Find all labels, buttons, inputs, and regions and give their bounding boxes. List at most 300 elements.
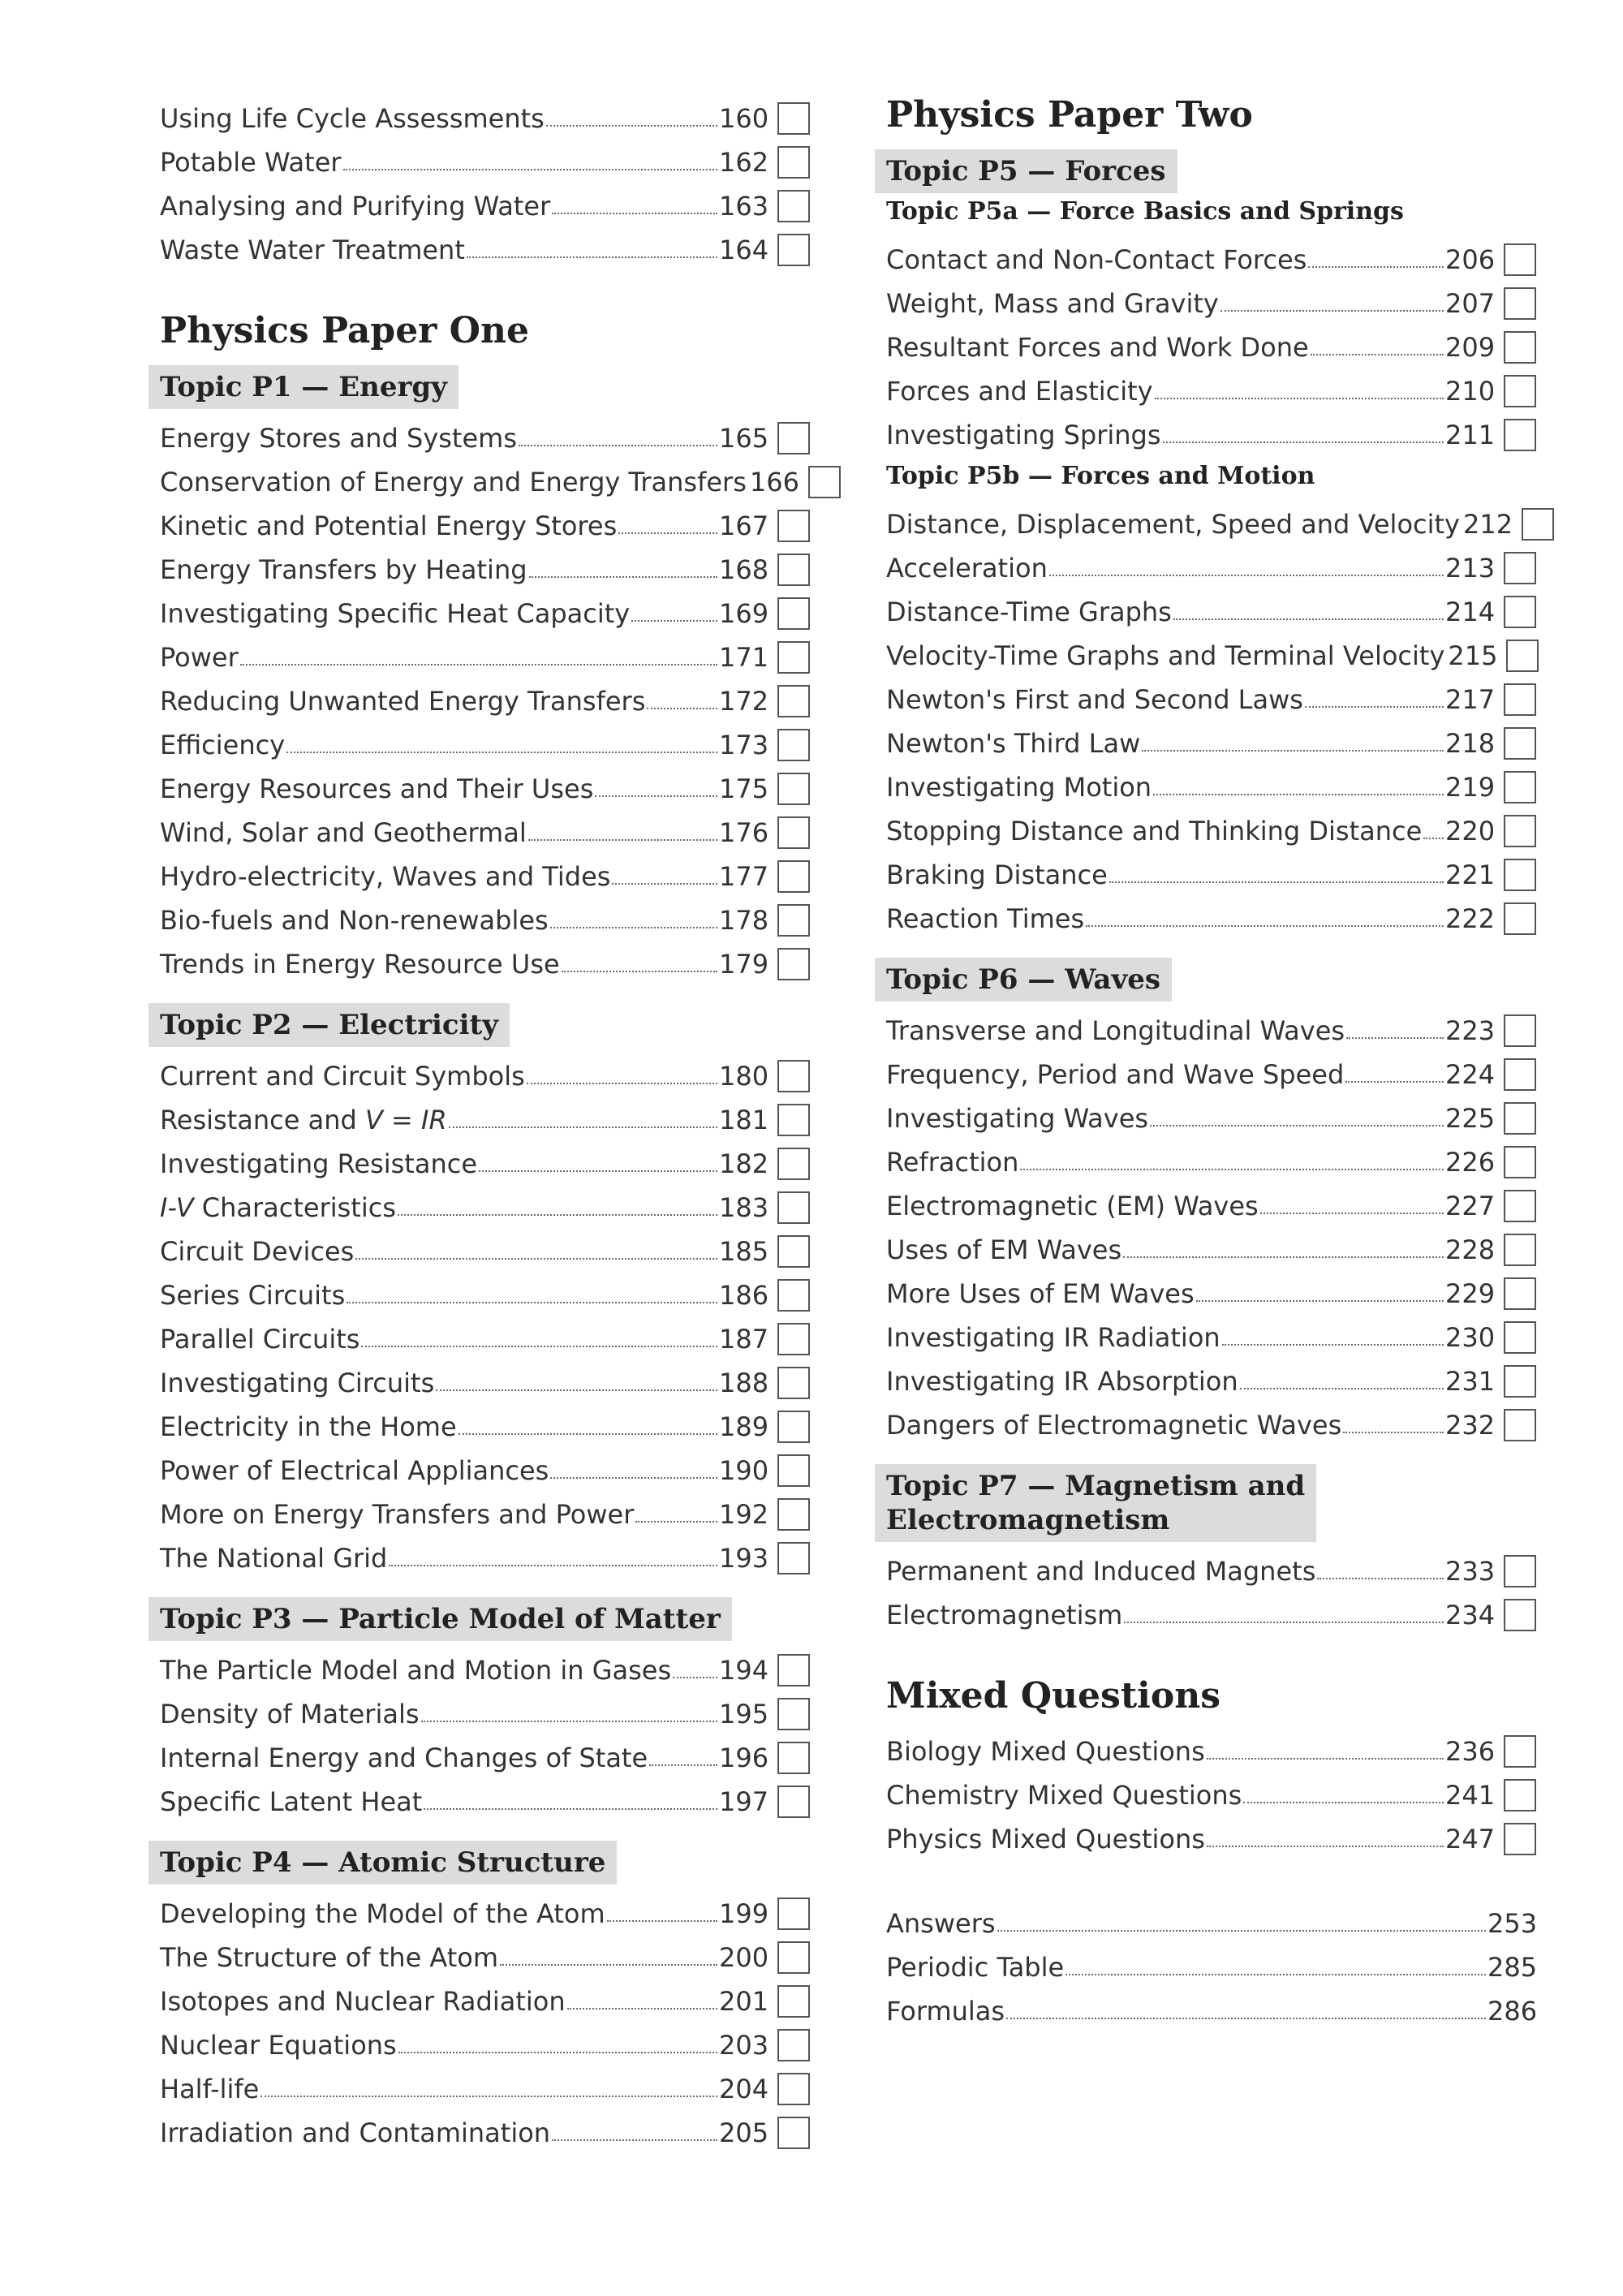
topic-p5-heading: Topic P5 — Forces xyxy=(875,149,1177,193)
checkbox[interactable] xyxy=(1504,1555,1536,1587)
entry-page-number: 165 xyxy=(719,423,769,454)
checkbox[interactable] xyxy=(777,1542,810,1574)
toc-entry xyxy=(149,221,810,265)
checkbox[interactable] xyxy=(777,554,810,586)
entry-title: Uses of EM Waves xyxy=(886,1234,1122,1265)
dot-leader xyxy=(347,1302,717,1303)
toc-entry xyxy=(875,1542,1536,1586)
checkbox[interactable] xyxy=(777,102,810,135)
entry-page-number: 215 xyxy=(1448,640,1498,671)
entry-title: Using Life Cycle Assessments xyxy=(160,103,545,134)
toc-entry xyxy=(875,1396,1536,1440)
topic-p2-heading: Topic P2 — Electricity xyxy=(149,1003,510,1047)
checkbox[interactable] xyxy=(777,1367,810,1399)
entry-page-number: 229 xyxy=(1445,1278,1496,1309)
checkbox[interactable] xyxy=(777,1104,810,1136)
checkbox[interactable] xyxy=(777,685,810,717)
checkbox[interactable] xyxy=(1504,902,1536,935)
checkbox[interactable] xyxy=(777,1454,810,1487)
entry-page-number: 222 xyxy=(1445,903,1496,934)
checkbox[interactable] xyxy=(777,1941,810,1974)
mixed-questions-list xyxy=(875,1722,1536,1854)
entry-title: Stopping Distance and Thinking Distance xyxy=(886,816,1423,846)
entry-page-number: 213 xyxy=(1445,553,1496,584)
entry-title: Forces and Elasticity xyxy=(886,376,1153,407)
toc-entry xyxy=(875,627,1536,670)
entry-title: More Uses of EM Waves xyxy=(886,1278,1195,1309)
dot-leader xyxy=(398,1214,717,1216)
checkbox[interactable] xyxy=(1504,596,1536,628)
entry-page-number: 253 xyxy=(1487,1908,1538,1939)
dot-leader xyxy=(631,620,717,622)
dot-leader xyxy=(421,1721,717,1722)
toc-entry xyxy=(149,1641,810,1685)
entry-title: Investigating Waves xyxy=(886,1103,1149,1134)
entry-title: Energy Resources and Their Uses xyxy=(160,773,594,804)
entry-page-number: 211 xyxy=(1445,420,1496,450)
topic-p7-heading-line2: Electromagnetism xyxy=(886,1504,1170,1536)
entry-title: Irradiation and Contamination xyxy=(160,2117,551,2148)
entry-title: I-V Characteristics xyxy=(160,1192,396,1223)
checkbox[interactable] xyxy=(1504,1234,1536,1266)
toc-entry xyxy=(149,2104,810,2147)
dot-leader xyxy=(1163,442,1444,443)
checkbox[interactable] xyxy=(777,1698,810,1730)
entry-page-number: 163 xyxy=(719,191,769,222)
checkbox[interactable] xyxy=(1504,1409,1536,1441)
entry-title: Investigating Motion xyxy=(886,772,1152,803)
dot-leader xyxy=(546,125,717,127)
dot-leader xyxy=(612,883,717,885)
toc-entry xyxy=(149,1928,810,1972)
dot-leader xyxy=(1222,1344,1444,1346)
entry-title: More on Energy Transfers and Power xyxy=(160,1499,635,1530)
dot-leader xyxy=(1196,1300,1444,1302)
checkbox[interactable] xyxy=(1504,1599,1536,1631)
checkbox[interactable] xyxy=(777,1323,810,1355)
checkbox[interactable] xyxy=(777,2073,810,2105)
entry-page-number: 285 xyxy=(1487,1952,1538,1983)
entry-title: Circuit Devices xyxy=(160,1236,355,1267)
dot-leader xyxy=(673,1677,717,1678)
toc-entry xyxy=(149,1685,810,1729)
entry-title: Analysing and Purifying Water xyxy=(160,191,551,222)
dot-leader xyxy=(343,169,717,170)
dot-leader xyxy=(500,1964,717,1966)
entry-page-number: 217 xyxy=(1445,684,1496,715)
toc-entry xyxy=(149,1441,810,1485)
checkbox[interactable] xyxy=(777,1498,810,1531)
toc-entry xyxy=(149,1178,810,1222)
entry-title: Electromagnetic (EM) Waves xyxy=(886,1191,1259,1221)
entry-page-number: 221 xyxy=(1445,859,1496,890)
dot-leader xyxy=(1311,354,1444,355)
entry-title: Parallel Circuits xyxy=(160,1324,360,1355)
entry-page-number: 233 xyxy=(1445,1556,1496,1587)
entry-page-number: 197 xyxy=(719,1786,769,1817)
entry-title: Distance-Time Graphs xyxy=(886,597,1172,627)
entry-title: Isotopes and Nuclear Radiation xyxy=(160,1986,566,2017)
entry-title: The Structure of the Atom xyxy=(160,1942,499,1973)
dot-leader xyxy=(449,1126,717,1128)
entry-page-number: 171 xyxy=(719,642,769,673)
toc-entry xyxy=(149,2016,810,2060)
checkbox[interactable] xyxy=(1506,640,1539,672)
checkbox[interactable] xyxy=(1504,419,1536,451)
checkbox[interactable] xyxy=(777,773,810,805)
toc-entry xyxy=(875,495,1536,539)
entry-page-number: 236 xyxy=(1445,1736,1496,1767)
entry-title: Half-life xyxy=(160,2074,260,2104)
dot-leader xyxy=(479,1170,717,1172)
checkbox[interactable] xyxy=(777,1148,810,1180)
checkbox[interactable] xyxy=(1504,1058,1536,1091)
entry-title: Physics Mixed Questions xyxy=(886,1824,1205,1854)
entry-title: Investigating IR Absorption xyxy=(886,1366,1238,1397)
entry-title: Chemistry Mixed Questions xyxy=(886,1780,1242,1811)
checkbox[interactable] xyxy=(1504,1321,1536,1354)
dot-leader xyxy=(1153,794,1444,795)
toc-entry xyxy=(875,1177,1536,1221)
topic-p4-heading: Topic P4 — Atomic Structure xyxy=(149,1841,617,1885)
dot-leader xyxy=(1123,1256,1444,1258)
entry-page-number: 167 xyxy=(719,510,769,541)
entry-title: Nuclear Equations xyxy=(160,2030,397,2061)
checkbox[interactable] xyxy=(1504,287,1536,320)
entry-page-number: 186 xyxy=(719,1280,769,1311)
entry-title: Braking Distance xyxy=(886,859,1108,890)
dot-leader xyxy=(436,1389,717,1391)
checkbox[interactable] xyxy=(1504,243,1536,276)
entry-page-number: 231 xyxy=(1445,1366,1496,1397)
dot-leader xyxy=(389,1565,717,1566)
checkbox[interactable] xyxy=(1504,683,1536,716)
checkbox[interactable] xyxy=(777,1786,810,1818)
toc-entry xyxy=(149,847,810,891)
checkbox[interactable] xyxy=(1504,1823,1536,1855)
checkbox[interactable] xyxy=(777,641,810,674)
entry-title: Series Circuits xyxy=(160,1280,346,1311)
checkbox[interactable] xyxy=(1504,771,1536,803)
dot-leader xyxy=(1065,1974,1486,1975)
entry-page-number: 180 xyxy=(719,1061,769,1092)
checkbox[interactable] xyxy=(777,1191,810,1224)
checkbox[interactable] xyxy=(777,816,810,849)
dot-leader xyxy=(595,795,717,797)
entry-title: Power of Electrical Appliances xyxy=(160,1455,549,1486)
checkbox[interactable] xyxy=(777,1411,810,1443)
checkbox[interactable] xyxy=(1504,859,1536,891)
toc-entry xyxy=(149,1266,810,1310)
toc-entry xyxy=(875,318,1536,362)
entry-page-number: 181 xyxy=(719,1105,769,1135)
entry-title: Conservation of Energy and Energy Transfers xyxy=(160,467,747,498)
dot-leader xyxy=(567,2008,717,2010)
toc-entry xyxy=(149,1885,810,1928)
entry-title: Waste Water Treatment xyxy=(160,235,465,265)
entry-page-number: 178 xyxy=(719,905,769,936)
entry-title: Resultant Forces and Work Done xyxy=(886,332,1309,363)
checkbox[interactable] xyxy=(1504,1146,1536,1178)
entry-title: Trends in Energy Resource Use xyxy=(160,949,560,980)
entry-page-number: 190 xyxy=(719,1455,769,1486)
dot-leader xyxy=(240,664,717,666)
entry-page-number: 166 xyxy=(749,467,799,498)
checkbox[interactable] xyxy=(777,1742,810,1774)
dot-leader xyxy=(260,2096,717,2097)
toc-entry xyxy=(149,760,810,803)
dot-leader xyxy=(635,1521,717,1523)
checkbox[interactable] xyxy=(777,904,810,937)
intro-list xyxy=(149,89,810,265)
checkbox[interactable] xyxy=(1504,1190,1536,1222)
checkbox[interactable] xyxy=(1504,815,1536,847)
dot-leader xyxy=(1207,1846,1444,1847)
entry-title: Potable Water xyxy=(160,147,342,178)
checkbox[interactable] xyxy=(1504,1735,1536,1768)
entry-page-number: 162 xyxy=(719,147,769,178)
topic-p1-list xyxy=(149,409,810,979)
checkbox[interactable] xyxy=(777,234,810,266)
toc-entry xyxy=(875,714,1536,758)
checkbox[interactable] xyxy=(777,948,810,980)
topic-p5b-heading: Topic P5b — Forces and Motion xyxy=(886,462,1315,490)
physics-paper-two-heading: Physics Paper Two xyxy=(886,94,1253,136)
entry-page-number: 226 xyxy=(1445,1147,1496,1178)
dot-leader xyxy=(361,1346,717,1347)
toc-entry xyxy=(149,541,810,584)
checkbox[interactable] xyxy=(777,860,810,893)
entry-page-number: 199 xyxy=(719,1898,769,1929)
toc-entry xyxy=(875,406,1536,450)
toc-entry xyxy=(149,1773,810,1816)
entry-title: Dangers of Electromagnetic Waves xyxy=(886,1410,1342,1441)
dot-leader xyxy=(1109,881,1444,883)
checkbox[interactable] xyxy=(808,466,841,498)
toc-entry xyxy=(149,628,810,672)
dot-leader xyxy=(1345,1081,1444,1083)
right-column xyxy=(875,89,1536,2026)
entry-page-number: 204 xyxy=(719,2074,769,2104)
entry-page-number: 207 xyxy=(1445,288,1496,319)
toc-entry xyxy=(875,1766,1536,1810)
entry-title: The National Grid xyxy=(160,1543,388,1574)
entry-page-number: 176 xyxy=(719,817,769,848)
topic-p5b-list xyxy=(875,495,1536,933)
toc-entry xyxy=(149,1972,810,2016)
toc-entry xyxy=(875,846,1536,890)
checkbox[interactable] xyxy=(1504,1102,1536,1135)
entry-page-number: 182 xyxy=(719,1148,769,1179)
dot-leader xyxy=(562,971,717,972)
entry-title: Hydro-electricity, Waves and Tides xyxy=(160,861,611,892)
dot-leader xyxy=(1343,1432,1444,1433)
dot-leader xyxy=(550,1477,717,1479)
checkbox[interactable] xyxy=(777,597,810,630)
dot-leader xyxy=(528,839,717,841)
entry-page-number: 228 xyxy=(1445,1234,1496,1265)
dot-leader xyxy=(398,2052,717,2053)
checkbox[interactable] xyxy=(777,2117,810,2149)
entry-page-number: 232 xyxy=(1445,1410,1496,1441)
topic-p7-heading xyxy=(875,1464,1316,1542)
toc-entry xyxy=(875,1810,1536,1854)
end-matter-list xyxy=(875,1894,1536,2026)
dot-leader xyxy=(1305,706,1444,708)
toc-entry xyxy=(875,802,1536,846)
dot-leader xyxy=(1423,838,1444,839)
checkbox[interactable] xyxy=(777,190,810,222)
dot-leader xyxy=(1173,618,1444,620)
entry-title: Periodic Table xyxy=(886,1952,1065,1983)
entry-title: Wind, Solar and Geothermal xyxy=(160,817,527,848)
topic-p5a-heading: Topic P5a — Force Basics and Springs xyxy=(886,197,1404,226)
toc-entry xyxy=(149,1354,810,1398)
dot-leader xyxy=(1006,2018,1486,2019)
dot-leader xyxy=(519,445,717,446)
checkbox[interactable] xyxy=(1504,552,1536,584)
dot-leader xyxy=(1308,266,1444,268)
entry-page-number: 241 xyxy=(1445,1780,1496,1811)
entry-title: Newton's Third Law xyxy=(886,728,1141,759)
checkbox[interactable] xyxy=(777,1279,810,1312)
entry-title: Distance, Displacement, Speed and Velocity xyxy=(886,509,1460,540)
entry-title: Kinetic and Potential Energy Stores xyxy=(160,510,618,541)
toc-entry xyxy=(875,1221,1536,1264)
dot-leader xyxy=(1124,1622,1444,1623)
dot-leader xyxy=(1142,750,1444,752)
entry-page-number: 160 xyxy=(719,103,769,134)
checkbox[interactable] xyxy=(1504,1277,1536,1310)
toc-entry xyxy=(875,1586,1536,1630)
entry-title: Weight, Mass and Gravity xyxy=(886,288,1219,319)
dot-leader xyxy=(1260,1213,1444,1214)
entry-page-number: 200 xyxy=(719,1942,769,1973)
entry-page-number: 179 xyxy=(719,949,769,980)
toc-entry xyxy=(875,539,1536,583)
entry-title: Density of Materials xyxy=(160,1699,420,1730)
dot-leader xyxy=(458,1433,717,1435)
entry-page-number: 168 xyxy=(719,554,769,585)
checkbox[interactable] xyxy=(777,729,810,761)
toc-entry xyxy=(149,177,810,221)
toc-entry xyxy=(149,497,810,541)
checkbox[interactable] xyxy=(777,146,810,179)
topic-p7-list xyxy=(875,1542,1536,1630)
toc-entry xyxy=(875,1722,1536,1766)
checkbox[interactable] xyxy=(777,2029,810,2061)
entry-page-number: 210 xyxy=(1445,376,1496,407)
checkbox[interactable] xyxy=(777,1235,810,1268)
checkbox[interactable] xyxy=(777,1060,810,1092)
dot-leader xyxy=(997,1930,1486,1932)
entry-title: Energy Transfers by Heating xyxy=(160,554,527,585)
toc-entry xyxy=(149,584,810,628)
toc-entry xyxy=(875,670,1536,714)
entry-page-number: 247 xyxy=(1445,1824,1496,1854)
entry-title: Efficiency xyxy=(160,730,286,760)
entry-title: The Particle Model and Motion in Gases xyxy=(160,1655,672,1686)
checkbox[interactable] xyxy=(777,1898,810,1930)
entry-page-number: 192 xyxy=(719,1499,769,1530)
checkbox[interactable] xyxy=(777,1654,810,1686)
entry-title: Refraction xyxy=(886,1147,1019,1178)
entry-title: Formulas xyxy=(886,1996,1005,2027)
dot-leader xyxy=(286,752,717,753)
entry-title: Frequency, Period and Wave Speed xyxy=(886,1059,1345,1090)
toc-entry xyxy=(149,1222,810,1266)
toc-entry xyxy=(875,1894,1536,1938)
entry-title: Investigating Resistance xyxy=(160,1148,478,1179)
toc-entry xyxy=(875,1982,1536,2026)
topic-p3-list xyxy=(149,1641,810,1816)
entry-title: Electricity in the Home xyxy=(160,1411,457,1442)
dot-leader xyxy=(1207,1758,1444,1760)
entry-page-number: 195 xyxy=(719,1699,769,1730)
checkbox[interactable] xyxy=(1504,1365,1536,1398)
entry-page-number: 201 xyxy=(719,1986,769,2017)
checkbox[interactable] xyxy=(777,422,810,454)
checkbox[interactable] xyxy=(1504,1779,1536,1811)
entry-title: Internal Energy and Changes of State xyxy=(160,1742,648,1773)
entry-title: Permanent and Induced Magnets xyxy=(886,1556,1316,1587)
dot-leader xyxy=(550,927,717,928)
checkbox[interactable] xyxy=(1504,375,1536,407)
checkbox[interactable] xyxy=(777,1985,810,2018)
checkbox[interactable] xyxy=(777,510,810,542)
entry-title: Acceleration xyxy=(886,553,1048,584)
toc-entry xyxy=(149,803,810,847)
dot-leader xyxy=(467,256,717,258)
dot-leader xyxy=(1150,1125,1444,1126)
dot-leader xyxy=(1317,1578,1444,1579)
toc-entry xyxy=(149,89,810,133)
toc-entry xyxy=(875,1938,1536,1982)
topic-p1-heading: Topic P1 — Energy xyxy=(149,365,458,409)
entry-page-number: 227 xyxy=(1445,1191,1496,1221)
entry-title: Answers xyxy=(886,1908,996,1939)
entry-title: Investigating Specific Heat Capacity xyxy=(160,598,631,629)
toc-entry xyxy=(875,583,1536,627)
dot-leader xyxy=(1049,575,1444,576)
entry-page-number: 219 xyxy=(1445,772,1496,803)
toc-entry xyxy=(149,133,810,177)
checkbox[interactable] xyxy=(1522,508,1554,541)
toc-entry xyxy=(875,1264,1536,1308)
entry-page-number: 223 xyxy=(1445,1015,1496,1046)
entry-title: Investigating Circuits xyxy=(160,1368,435,1398)
dot-leader xyxy=(607,1920,717,1922)
checkbox[interactable] xyxy=(1504,1014,1536,1047)
topic-p2-list xyxy=(149,1047,810,1573)
dot-leader xyxy=(529,576,717,578)
toc-entry xyxy=(875,1352,1536,1396)
toc-entry xyxy=(875,274,1536,318)
checkbox[interactable] xyxy=(1504,727,1536,760)
entry-title: Transverse and Longitudinal Waves xyxy=(886,1015,1345,1046)
toc-entry xyxy=(875,1002,1536,1045)
entry-page-number: 185 xyxy=(719,1236,769,1267)
toc-entry xyxy=(149,1398,810,1441)
toc-entry xyxy=(875,890,1536,933)
left-column xyxy=(149,89,810,2147)
toc-entry xyxy=(149,453,810,497)
entry-page-number: 172 xyxy=(719,686,769,717)
topic-p7-heading-line1: Topic P7 — Magnetism and xyxy=(886,1470,1306,1502)
toc-entry xyxy=(875,1133,1536,1177)
entry-page-number: 194 xyxy=(719,1655,769,1686)
checkbox[interactable] xyxy=(1504,331,1536,364)
